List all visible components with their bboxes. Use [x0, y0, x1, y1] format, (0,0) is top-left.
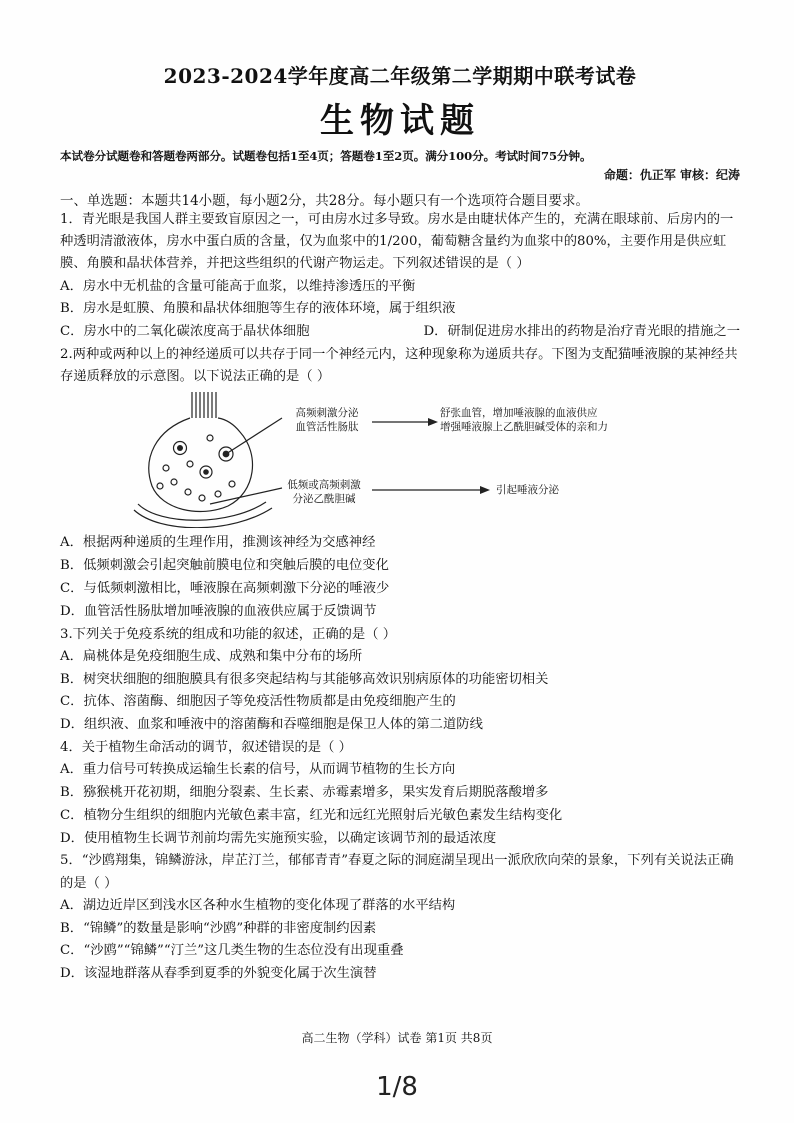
- question-3-option-b: B．树突状细胞的细胞膜具有很多突起结构与其能够高效识别病原体的功能密切相关: [60, 671, 549, 687]
- question-1-option-b: B．房水是虹膜、角膜和晶状体细胞等生存的液体环境，属于组织液: [60, 301, 456, 317]
- question-1-option-d: D．研制促进房水排出的药物是治疗青光眼的措施之一: [423, 324, 740, 340]
- postsynaptic-membrane: [134, 508, 272, 528]
- subject-title: 生物试题: [320, 101, 480, 141]
- question-2-option-c: C．与低频刺激相比，唾液腺在高频刺激下分泌的唾液少: [60, 581, 390, 596]
- question-3-option-d: D．组织液、血浆和唾液中的溶菌酶和吞噬细胞是保卫人体的第二道防线: [60, 717, 483, 733]
- vesicle-small: [163, 465, 169, 471]
- document-body: [60, 60, 740, 986]
- vesicle-small: [207, 435, 213, 441]
- label-high-frequency: [282, 406, 372, 434]
- question-5-option-c: C．“沙鸥”“锦鳞”“汀兰”这几类生物的生态位没有出现重叠: [60, 943, 404, 959]
- vesicle-small: [215, 491, 221, 497]
- leader-line-high: [226, 418, 282, 454]
- question-4-option-c: C．植物分生组织的细胞内光敏色素丰富，红光和远红光照射后光敏色素发生结构变化: [60, 807, 563, 823]
- effect-low-frequency: 引起唾液分泌: [496, 484, 559, 497]
- question-4-stem: 4．关于植物生命活动的调节，叙述错误的是（ ）: [60, 739, 352, 755]
- question-3-option-c: C．抗体、溶菌酶、细胞因子等免疫活性物质都是由免疫细胞产生的: [60, 694, 456, 710]
- vesicle-small: [199, 495, 205, 501]
- vesicle-core: [177, 445, 183, 451]
- arrowhead-low: [480, 486, 490, 494]
- exam-authors: 命题：仇正军 审核：纪涛: [603, 168, 740, 182]
- vesicle-small: [229, 481, 235, 487]
- question-2-stem: 2.两种或两种以上的神经递质可以共存于同一个神经元内，这种现象称为递质共存。下图为支配猫唾液腺的某神经共存递质释放的示意图。以下说法正确的是（ ）: [60, 347, 738, 385]
- question-1-option-c: C．房水中的二氧化碳浓度高于晶状体细胞: [60, 324, 310, 340]
- vesicle-small: [171, 479, 177, 485]
- page-footer: 高二生物（学科）试卷 第1页 共8页: [301, 1031, 493, 1045]
- question-1-option-a: A．房水中无机盐的含量可能高于血浆，以维持渗透压的平衡: [60, 278, 416, 294]
- question-5-stem: 5．“沙鸥翔集，锦鳞游泳，岸芷汀兰，郁郁青青”春夏之际的洞庭湖呈现出一派欣欣向荣的景象，下列有关说法正确的是（ ）: [60, 853, 734, 891]
- vesicle-small: [187, 461, 193, 467]
- label-high-frequency-text: 高频刺激分泌 血管活性肠肽: [295, 407, 359, 434]
- question-4-option-b: B．猕猴桃开花初期，细胞分裂素、生长素、赤霉素增多，果实发育后期脱落酸增多: [60, 784, 549, 800]
- exam-instructions: 本试卷分试题卷和答题卷两部分。试题卷包括1至4页；答题卷1至2页。满分100分。考试时间75分钟。: [60, 149, 592, 163]
- vesicle-core: [203, 470, 209, 476]
- section-heading: 一、单选题：本题共14小题，每小题2分，共28分。每小题只有一个选项符合题目要求。: [60, 193, 589, 209]
- question-5-option-a: A．湖边近岸区到浅水区各种水生植物的变化体现了群落的水平结构: [60, 897, 456, 913]
- effect-high-frequency-text: 舒张血管，增加唾液腺的血液供应 增强唾液腺上乙酰胆碱受体的亲和力: [440, 407, 608, 434]
- question-2-option-a: A．根据两种递质的生理作用，推测该神经为交感神经: [60, 535, 376, 551]
- question-2-option-d: D．血管活性肠肽增加唾液腺的血液供应属于反馈调节: [60, 603, 377, 619]
- effect-high-frequency: [440, 406, 640, 434]
- question-3-stem: 3.下列关于免疫系统的组成和功能的叙述，正确的是（ ）: [60, 626, 397, 642]
- arrowhead-high: [428, 418, 438, 426]
- exam-title: 2023-2024学年度高二年级第二学期期中联考试卷: [163, 64, 637, 88]
- question-3-option-a: A．扁桃体是免疫细胞生成、成熟和集中分布的场所: [60, 648, 363, 664]
- vesicle-small: [185, 489, 191, 495]
- question-4-option-d: D．使用植物生长调节剂前均需先实施预实验，以确定该调节剂的最适浓度: [60, 830, 497, 846]
- label-low-frequency: [276, 478, 372, 506]
- vesicle-core: [223, 451, 230, 458]
- vesicle-small: [157, 483, 163, 489]
- page-indicator: 1/8: [376, 1072, 418, 1102]
- question-1-stem: 1．青光眼是我国人群主要致盲原因之一，可由房水过多导致。房水是由睫状体产生的，充满在眼球前、后房内的一种透明清澈液体，房水中蛋白质的含量，仅为血浆中的1/200，葡萄糖含量约为血浆中的80%，主要作用是供应虹膜、角膜和晶状体营养，并把这些组织的代谢产物运走。下列叙述错误的是（ ）: [60, 212, 734, 272]
- synapse-diagram: [60, 392, 740, 528]
- question-5-option-b: B．“锦鳞”的数量是影响“沙鸥”种群的非密度制约因素: [60, 920, 377, 936]
- question-5-option-d: D．该湿地群落从春季到夏季的外貌变化属于次生演替: [60, 966, 377, 982]
- question-1-options-cd: [60, 321, 740, 344]
- question-2-option-b: B．低频刺激会引起突触前膜电位和突触后膜的电位变化: [60, 558, 389, 574]
- label-low-frequency-text: 低频或高频刺激 分泌乙酰胆碱: [287, 479, 361, 506]
- question-4-option-a: A．重力信号可转换成运输生长素的信号，从而调节植物的生长方向: [60, 762, 456, 778]
